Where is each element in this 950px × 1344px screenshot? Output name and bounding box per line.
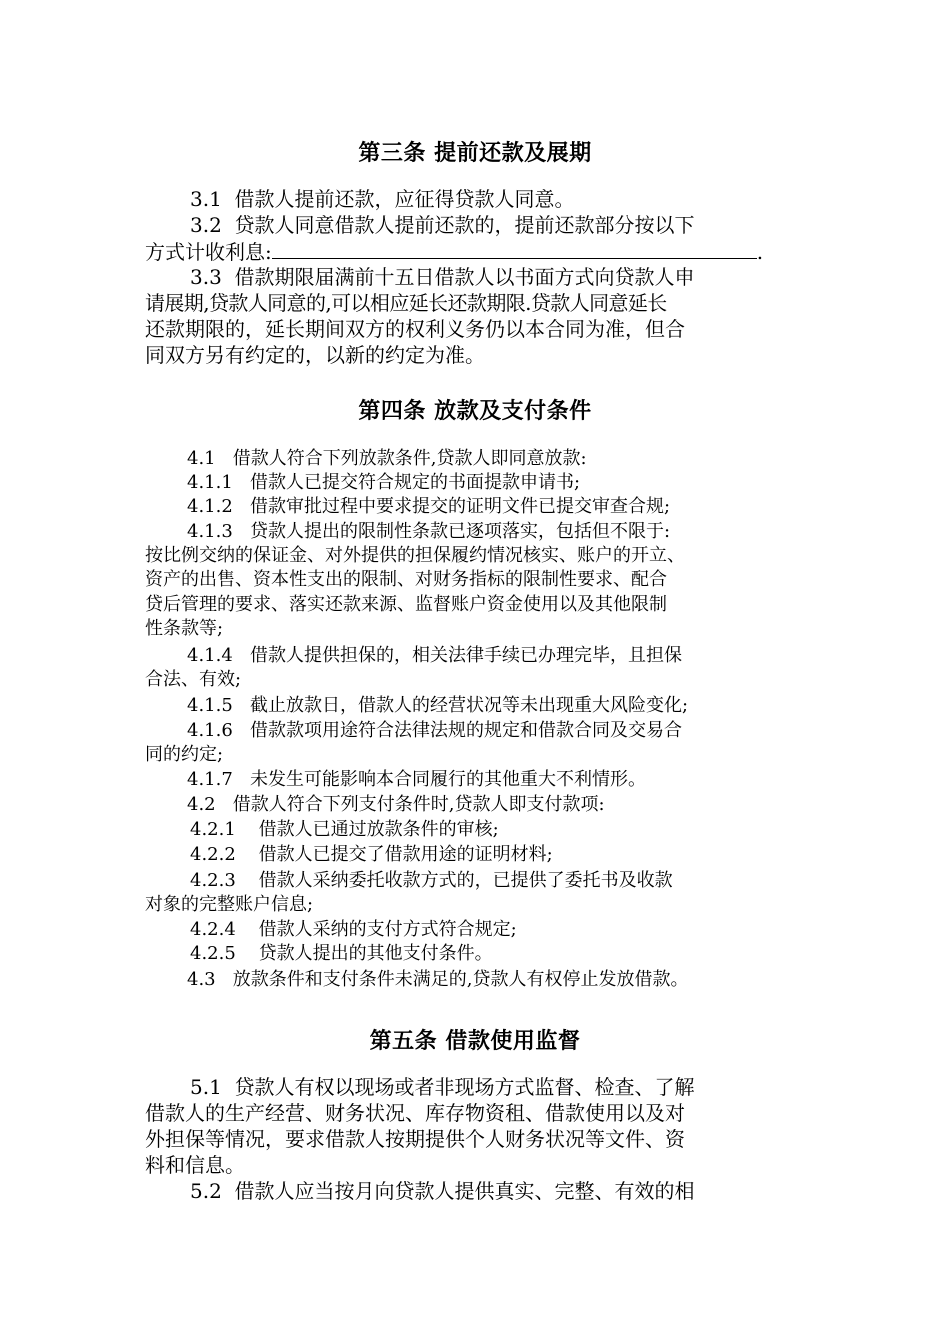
clause-3-2: 3.2 贷款人同意借款人提前还款的，提前还款部分按以下 bbox=[190, 213, 695, 237]
clause-4-2-3: 4.2.3 借款人采纳委托收款方式的，已提供了委托书及收款 bbox=[190, 870, 673, 891]
clause-4-1-7: 4.1.7 未发生可能影响本合同履行的其他重大不利情形。 bbox=[187, 769, 646, 790]
clause-4-1-1: 4.1.1 借款人已提交符合规定的书面提款申请书; bbox=[187, 472, 581, 493]
clause-4-1: 4.1 借款人符合下列放款条件,贷款人即同意放款: bbox=[187, 448, 587, 469]
clause-3-3: 3.3 借款期限届满前十五日借款人以书面方式向贷款人申 bbox=[190, 265, 695, 289]
clause-4-1-2: 4.1.2 借款审批过程中要求提交的证明文件已提交审查合规; bbox=[187, 496, 671, 517]
interest-method-label: 方式计收利息: bbox=[145, 240, 272, 264]
clause-4-1-4: 4.1.4 借款人提供担保的，相关法律手续已办理完毕，且担保 bbox=[187, 645, 682, 666]
clause-3-1: 3.1 借款人提前还款，应征得贷款人同意。 bbox=[190, 187, 575, 211]
clause-4-1-4-line2: 合法、有效; bbox=[145, 669, 242, 690]
clause-4-1-3-line3: 资产的出售、资本性支出的限制、对财务指标的限制性要求、配合 bbox=[145, 569, 667, 590]
clause-4-2-3-line2: 对象的完整账户信息; bbox=[145, 894, 314, 915]
clause-4-1-3: 4.1.3 贷款人提出的限制性条款已逐项落实，包括但不限于: bbox=[187, 521, 671, 542]
clause-5-1: 5.1 贷款人有权以现场或者非现场方式监督、检查、了解 bbox=[190, 1075, 695, 1099]
clause-4-1-6: 4.1.6 借款款项用途符合法律法规的规定和借款合同及交易合 bbox=[187, 720, 682, 741]
clause-4-3: 4.3 放款条件和支付条件未满足的,贷款人有权停止发放借款。 bbox=[187, 969, 689, 990]
interest-method-blank bbox=[272, 238, 757, 259]
clause-5-1-line2: 借款人的生产经营、财务状况、库存物资租、借款使用以及对 bbox=[145, 1101, 685, 1125]
clause-4-1-5: 4.1.5 截止放款日，借款人的经营状况等未出现重大风险变化; bbox=[187, 695, 689, 716]
clause-5-1-line4: 料和信息。 bbox=[145, 1153, 245, 1177]
interest-method-period: . bbox=[756, 240, 764, 264]
clause-4-1-3-line4: 贷后管理的要求、落实还款来源、监督账户资金使用以及其他限制 bbox=[145, 594, 667, 615]
clause-3-2-cont bbox=[145, 238, 810, 265]
clause-4-2-2: 4.2.2 借款人已提交了借款用途的证明材料; bbox=[190, 844, 553, 865]
clause-3-3-line3: 还款期限的，延长期间双方的权利义务仍以本合同为准，但合 bbox=[145, 317, 685, 341]
clause-4-2-4: 4.2.4 借款人采纳的支付方式符合规定; bbox=[190, 919, 517, 940]
clause-4-2-5: 4.2.5 贷款人提出的其他支付条件。 bbox=[190, 943, 493, 964]
clause-4-1-6-line2: 同的约定; bbox=[145, 744, 224, 765]
clause-3-3-line2: 请展期,贷款人同意的,可以相应延长还款期限.贷款人同意延长 bbox=[145, 291, 667, 315]
clause-4-1-3-line5: 性条款等; bbox=[145, 618, 224, 639]
clause-5-2: 5.2 借款人应当按月向贷款人提供真实、完整、有效的相 bbox=[190, 1179, 695, 1203]
section-4-title: 第四条 放款及支付条件 bbox=[358, 399, 592, 424]
clause-3-3-line4: 同双方另有约定的，以新的约定为准。 bbox=[145, 343, 485, 367]
clause-4-1-3-line2: 按比例交纳的保证金、对外提供的担保履约情况核实、账户的开立、 bbox=[145, 545, 685, 566]
clause-5-1-line3: 外担保等情况，要求借款人按期提供个人财务状况等文件、资 bbox=[145, 1127, 685, 1151]
clause-4-2-1: 4.2.1 借款人已通过放款条件的审核; bbox=[190, 819, 499, 840]
clause-4-2: 4.2 借款人符合下列支付条件时,贷款人即支付款项: bbox=[187, 794, 605, 815]
section-3-title: 第三条 提前还款及展期 bbox=[358, 141, 592, 166]
section-5-title: 第五条 借款使用监督 bbox=[369, 1029, 581, 1054]
